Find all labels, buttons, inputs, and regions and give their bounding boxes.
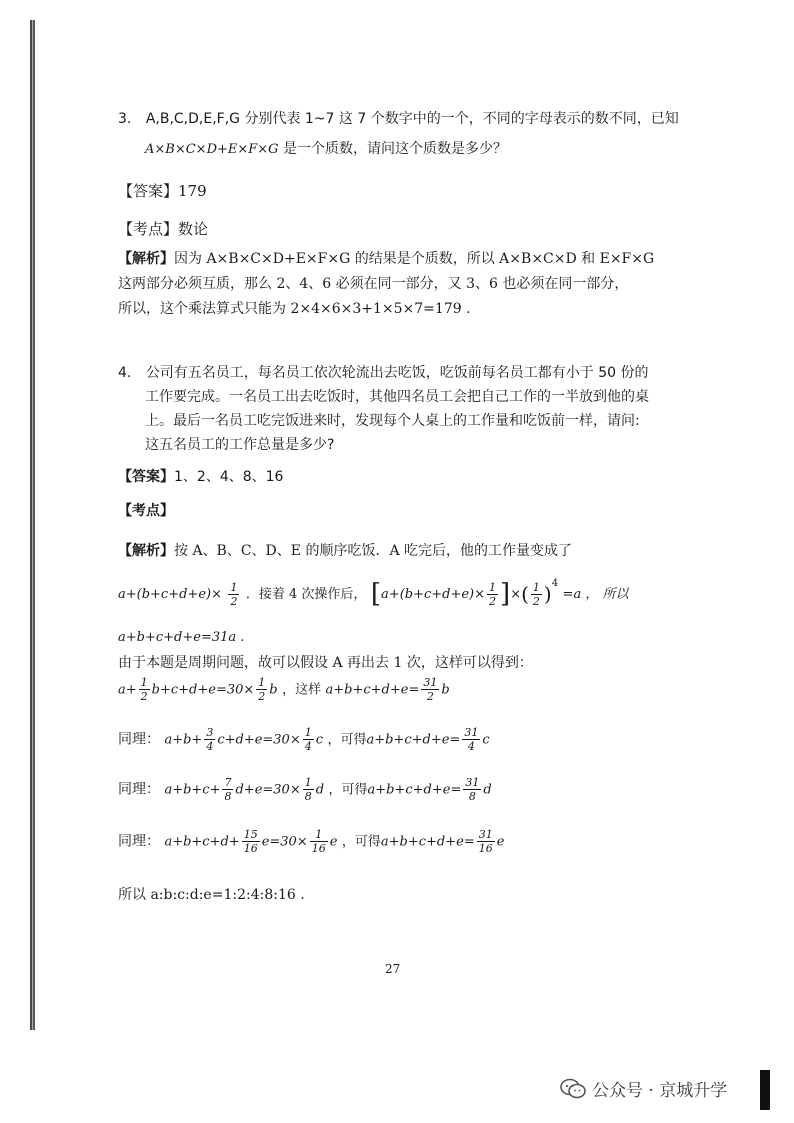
wechat-icon (560, 1078, 586, 1100)
s3-pre: a+b+c+ (164, 782, 221, 798)
q4-step2 (118, 726, 490, 753)
s4-frac3 (477, 828, 495, 855)
s2-end: c (482, 732, 490, 748)
fraction-half (228, 581, 239, 608)
s1-so: ，这样 (282, 682, 322, 698)
q3-line2 (145, 138, 507, 158)
q4-formula-1: a+(b+c+d+e)× $\frac{1}{2}$ ．接着 4 次操作后， [a+(b+c+d+e)× $\frac{1}{2}$ ]×( $\frac{1}{2}$ )$^4$ =a ， 所以 (118, 578, 629, 609)
s1-frac2 (256, 676, 267, 703)
frac-den: 8 (468, 790, 476, 803)
q3-text-line2: 是一个质数，请问这个质数是多少？ (283, 141, 508, 157)
frac-num: 1 (140, 676, 148, 689)
q4-answer (118, 466, 283, 486)
q4-answer-label: 【答案】 (118, 469, 174, 485)
s1-end: b (441, 682, 450, 698)
s2-pre: a+b+ (164, 732, 203, 748)
frac-num: 7 (224, 776, 232, 789)
keyi: ，可得 (341, 834, 381, 850)
frac-den: 16 (478, 842, 493, 855)
q4-text-line2: 工作要完成。一名员工出去吃饭时，其他四名员工会把自己工作的一半放到他的桌 (145, 389, 649, 405)
scan-right-edge (760, 1070, 770, 1110)
s4-pre: a+b+c+d+ (164, 834, 240, 850)
frac-den: 4 (304, 740, 312, 753)
q3-analysis-label: 【解析】 (118, 251, 174, 267)
frac-den: 8 (304, 790, 312, 803)
q3-analysis-line3: 所以，这个乘法算式只能为 2×4×6×3+1×5×7=179 . (118, 301, 471, 317)
frac-num: 31 (464, 726, 479, 739)
frac-num: 15 (243, 828, 258, 841)
s2-sum: a+b+c+d+e= (366, 732, 461, 748)
frac-den: 16 (311, 842, 326, 855)
frac-num: 1 (310, 828, 328, 842)
frac-num: 1 (304, 776, 312, 789)
q4-text-line4: 这五名员工的工作总量是多少? (145, 437, 335, 453)
same-label: 同理： (118, 731, 160, 748)
frac-num: 1 (532, 580, 540, 594)
s2-frac1 (204, 726, 215, 753)
q4-line1 (118, 362, 649, 382)
q4-step4 (118, 828, 504, 855)
q3-number: 3. (118, 111, 132, 127)
same-label: 同理： (118, 781, 160, 798)
frac-den: 16 (243, 842, 258, 855)
frac-den: 2 (258, 690, 266, 703)
q3-topic-value: 数论 (178, 220, 209, 238)
q4-analysis-label: 【解析】 (118, 543, 174, 559)
s1-sum: a+b+c+d+e= (325, 682, 420, 698)
scan-left-edge (30, 20, 36, 1030)
s4-mid: e=30× (261, 834, 308, 850)
s3-frac3 (463, 776, 481, 803)
power-4: 4 (551, 578, 559, 589)
f1-eq: =a ， 所以 (562, 587, 629, 602)
s2-frac3 (462, 726, 480, 753)
s2-mid: c+d+e=30× (217, 732, 301, 748)
frac-den: 2 (426, 690, 434, 703)
watermark (560, 1076, 727, 1101)
frac-num: 1 (230, 580, 238, 594)
q3-analysis-line1 (118, 248, 654, 268)
q3-topic-label: 【考点】 (118, 220, 179, 238)
q4-analysis-line1 (118, 540, 572, 560)
q3-answer-label: 【答案】 (118, 182, 179, 200)
q4-step1 (118, 676, 450, 703)
f1-mid: ．接着 4 次操作后， (245, 587, 367, 602)
frac-num: 31 (465, 776, 480, 789)
q4-number: 4. (118, 365, 132, 381)
s4-frac1 (242, 828, 260, 855)
s2-c: c (315, 732, 324, 748)
s4-end: e (496, 834, 505, 850)
q3-expression: A×B×C×D+E×F×G (145, 142, 279, 157)
q4-answer-value: 1、2、4、8、16 (174, 469, 284, 485)
q4-step3 (118, 776, 492, 803)
q3-topic (118, 218, 208, 239)
keyi: ，可得 (328, 782, 368, 798)
fraction-half-3 (531, 581, 542, 608)
frac-den: 4 (467, 740, 475, 753)
s3-d: d (315, 782, 325, 798)
s3-frac1 (222, 776, 233, 803)
keyi: ，可得 (327, 732, 367, 748)
s3-sum: a+b+c+d+e= (367, 782, 462, 798)
s3-end: d (483, 782, 492, 798)
watermark-text: 公众号 · 京城升学 (592, 1081, 728, 1101)
page-number: 27 (385, 962, 401, 976)
same-label: 同理： (118, 833, 160, 850)
frac-den: 2 (532, 594, 540, 608)
q4-analysis-text1: 按 A、B、C、D、E 的顺序吃饭．A 吃完后，他的工作量变成了 (174, 543, 573, 559)
s3-frac2 (303, 776, 314, 803)
s1-frac3 (421, 676, 439, 703)
q3-answer (118, 180, 207, 201)
frac-den: 8 (224, 790, 232, 803)
s1-frac1 (139, 676, 150, 703)
q3-line1 (118, 108, 679, 128)
frac-den: 2 (489, 594, 497, 608)
frac-num: 31 (423, 676, 438, 689)
s4-sum: a+b+c+d+e= (380, 834, 475, 850)
q4-text-line1: 公司有五名员工，每名员工依次轮流出去吃饭，吃饭前每名员工都有小于 50 份的 (145, 365, 649, 381)
s4-e: e (329, 834, 338, 850)
frac-den: 2 (140, 690, 148, 703)
fraction-half-2 (487, 581, 498, 608)
q3-answer-value: 179 (178, 182, 207, 200)
frac-num: 31 (478, 828, 493, 841)
right-paren: ) (543, 582, 552, 606)
frac-num: 1 (489, 580, 497, 594)
left-paren: ( (521, 582, 529, 606)
s1-mid: b+c+d+e=30× (151, 682, 255, 698)
q4-conclusion: 所以 a:b:c:d:e=1:2:4:8:16 . (118, 887, 305, 903)
f1-pre: a+(b+c+d+e)× (118, 587, 222, 602)
q4-text-line3: 上。最后一名员工吃完饭进来时，发现每个人桌上的工作量和吃饭前一样，请问: (145, 413, 640, 429)
right-bracket: ] (500, 579, 511, 609)
s4-frac2 (310, 828, 328, 855)
frac-num: 1 (304, 726, 312, 739)
q3-analysis-text1: 因为 A×B×C×D+E×F×G 的结果是个质数，所以 A×B×C×D 和 E×F×G (174, 251, 655, 267)
frac-num: 3 (206, 726, 214, 739)
s3-mid: d+e=30× (235, 782, 301, 798)
s1-b: b (269, 682, 278, 698)
q4-formula-2: a+b+c+d+e=31a . (118, 630, 245, 645)
frac-den: 2 (230, 594, 238, 608)
frac-den: 4 (206, 740, 214, 753)
q4-period-note: 由于本题是周期问题，故可以假设 A 再出去 1 次，这样可以得到： (118, 655, 533, 671)
q3-analysis-line2: 这两部分必须互质，那么 2、4、6 必须在同一部分，又 3、6 也必须在同一部分， (118, 276, 629, 292)
f1-bracket-inner: a+(b+c+d+e)× (381, 587, 486, 602)
s2-frac2 (303, 726, 314, 753)
q3-text-line1: A,B,C,D,E,F,G 分别代表 1~7 这 7 个数字中的一个，不同的字母表示的数不同，已知 (145, 111, 679, 127)
left-bracket: [ (370, 579, 382, 609)
frac-num: 1 (258, 676, 266, 689)
s1-pre: a+ (118, 682, 137, 698)
q4-topic-label: 【考点】 (118, 503, 174, 519)
